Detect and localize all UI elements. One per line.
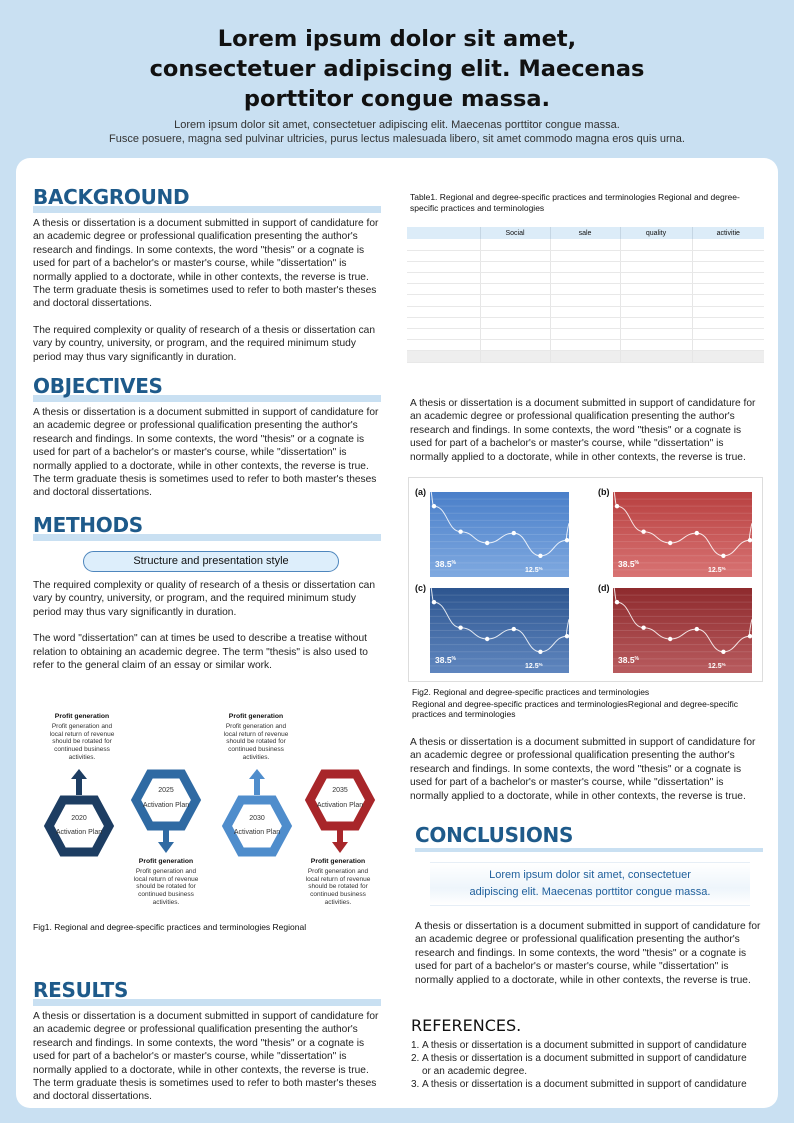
process-year-2030: 2030 (249, 815, 265, 822)
table-cell (692, 306, 764, 317)
table-cell (550, 250, 620, 261)
table-cell (620, 295, 692, 306)
table-cell (692, 239, 764, 250)
table-row (407, 284, 764, 295)
table-cell (692, 250, 764, 261)
data-point (641, 626, 645, 630)
background-paragraph-2: The required complexity or quality of research of a thesis or dissertation can vary by country, university, or program, and the required minimum study period may thus vary significantly in duration. (33, 324, 376, 363)
table-row (407, 351, 764, 362)
process-year-2020: 2020 (71, 815, 87, 822)
table-cell (620, 239, 692, 250)
data-point (721, 650, 725, 654)
process-step-2020 (49, 769, 109, 852)
mini-chart-1 (410, 487, 570, 582)
table-cell (480, 273, 550, 284)
data-point (485, 541, 489, 545)
table-cell (407, 273, 480, 284)
table-header-cell: Social (480, 227, 550, 239)
value-label-right: 12.5% (708, 566, 726, 574)
table-row (407, 250, 764, 261)
objectives-paragraph-1: A thesis or dissertation is a document submitted in support of candidature for an academic degree or professional qualification presenting the author's research and findings. In some contexts, the word "thesis" or a cognate is used for part of a bachelor's or master's course, while "dissertation" is normally applied to a doctorate, while in other contexts, the reverse is true. The term graduate thesis is sometimes used to refer to both master's theses and doctoral dissertations. (33, 407, 379, 499)
table-cell (620, 284, 692, 295)
table-cell (407, 250, 480, 261)
value-label-right: 12.5% (525, 566, 543, 574)
subtitle-line-2: Fusce posuere, magna sed pulvinar ultricies, purus lectus malesuada libero, sit amet commodo magna eros quis urna. (109, 133, 685, 145)
reference-item: 3. A thesis or dissertation is a document submitted in support of candidature (411, 1079, 747, 1090)
process-box-4-title: Profit generation (310, 858, 366, 865)
conclusions-text (415, 920, 763, 987)
mini-chart-label: (a) (415, 487, 426, 497)
mini-chart-label: (c) (415, 583, 426, 593)
data-point (432, 504, 436, 508)
reference-item: 2. A thesis or dissertation is a document submitted in support of candidature or an academic degree. (411, 1053, 747, 1077)
table-row (407, 329, 764, 340)
data-point (432, 600, 436, 604)
table-cell (692, 317, 764, 328)
mini-chart-2 (593, 487, 753, 582)
quote-line-1: Lorem ipsum dolor sit amet, consectetuer (489, 869, 691, 881)
table-cell (692, 295, 764, 306)
quote-line-2: adipiscing elit. Maecenas porttitor congue massa. (469, 886, 711, 898)
table-cell (407, 239, 480, 250)
data-point (748, 634, 752, 638)
table-cell (407, 284, 480, 295)
data-point (538, 650, 542, 654)
table-cell (550, 340, 620, 351)
right-text-2 (410, 736, 762, 803)
table-cell (692, 351, 764, 362)
table-cell (620, 329, 692, 340)
table-cell (480, 329, 550, 340)
data-point (565, 538, 569, 542)
value-label-left: 38.5% (435, 559, 456, 569)
table-cell (407, 295, 480, 306)
table-row (407, 317, 764, 328)
data-point (668, 637, 672, 641)
process-box-3 (220, 713, 292, 762)
process-year-2025: 2025 (158, 787, 174, 794)
table-row (407, 261, 764, 272)
table-cell (480, 295, 550, 306)
data-point (641, 530, 645, 534)
process-box-1 (46, 713, 118, 762)
mini-chart-plot (430, 588, 569, 673)
mini-chart-3 (410, 583, 570, 678)
objectives-heading-block (33, 373, 381, 403)
table-cell (480, 239, 550, 250)
background-heading: BACKGROUND (33, 185, 190, 209)
data-point (748, 538, 752, 542)
process-box-3-text: Profit generation and local return of revenue should be rotated for continued business activities. (223, 722, 289, 761)
table-cell (480, 351, 550, 362)
table-header-row (407, 227, 764, 239)
process-box-2 (130, 858, 202, 907)
table-cell (550, 284, 620, 295)
fig1-caption: Fig1. Regional and degree-specific practices and terminologies Regional (33, 922, 307, 932)
table-cell (407, 329, 480, 340)
table-cell (620, 273, 692, 284)
conclusions-heading: CONCLUSIONS (415, 823, 574, 847)
table-cell (550, 239, 620, 250)
table1-caption: Table1. Regional and degree-specific practices and terminologies Regional and degree-specific practices and terminologies (410, 192, 740, 213)
process-box-3-title: Profit generation (228, 713, 284, 720)
table-cell (550, 351, 620, 362)
reference-item: 1. A thesis or dissertation is a document submitted in support of candidature (411, 1040, 747, 1051)
table-cell (620, 306, 692, 317)
table-cell (550, 306, 620, 317)
methods-paragraph-1: The required complexity or quality of research of a thesis or dissertation can vary by country, university, or program, and the required minimum study period may thus vary significantly in duration. (33, 580, 376, 618)
table-cell (692, 284, 764, 295)
right-paragraph-2: A thesis or dissertation is a document submitted in support of candidature for an academic degree or professional qualification presenting the author's research and findings. In some contexts, the word "thesis" or a cognate is used for part of a bachelor's or master's course, while "dissertation" is normally applied to a doctorate, while in other contexts, the reverse is true. (410, 737, 756, 802)
poster-header (0, 24, 794, 146)
right-paragraph-1: A thesis or dissertation is a document submitted in support of candidature for an academic degree or professional qualification presenting the author's research and findings. In some contexts, the word "thesis" or a cognate is used for part of a bachelor's or master's course, while "dissertation" is normally applied to a doctorate, while in other contexts, the reverse is true. (410, 398, 756, 463)
table-cell (620, 317, 692, 328)
data-point (485, 637, 489, 641)
table-cell (480, 306, 550, 317)
process-box-4 (302, 858, 374, 907)
process-box-4-text: Profit generation and local return of revenue should be rotated for continued business activities. (305, 867, 371, 906)
mini-chart-label: (b) (598, 487, 610, 497)
process-plan-label-1: Activation Plan (55, 829, 103, 836)
table-row (407, 306, 764, 317)
fig2-caption-line-2: Regional and degree-specific practices and terminologiesRegional and degree-specific practices and terminologies (412, 698, 739, 719)
data-point (512, 531, 516, 535)
table-header-cell (407, 227, 480, 239)
results-text (33, 1010, 385, 1104)
table-cell (407, 340, 480, 351)
right-text-1 (410, 397, 762, 464)
fig2-caption (412, 687, 762, 720)
data-point (721, 554, 725, 558)
process-plan-label-4: Activation Plan (316, 802, 364, 809)
table-row (407, 295, 764, 306)
conclusions-paragraph-1: A thesis or dissertation is a document submitted in support of candidature for an academic degree or professional qualification presenting the author's research and findings. In some contexts, the word "thesis" or a cognate is used for part of a bachelor's or master's course, while "dissertation" is normally applied to a doctorate, while in other contexts, the reverse is true. (415, 921, 761, 986)
data-point (615, 504, 619, 508)
references-heading: REFERENCES. (411, 1016, 522, 1035)
table-cell (480, 340, 550, 351)
value-label-right: 12.5% (708, 662, 726, 670)
data-point (538, 554, 542, 558)
table-cell (407, 317, 480, 328)
table-header-cell: sale (550, 227, 620, 239)
methods-text (33, 579, 385, 672)
process-step-2025 (136, 774, 196, 853)
value-label-right: 12.5% (525, 662, 543, 670)
conclusions-heading-block (415, 822, 763, 852)
results-paragraph-1: A thesis or dissertation is a document submitted in support of candidature for an academic degree or professional qualification presenting the author's research and findings. In some contexts, the word "thesis" or a cognate is used for part of a bachelor's or master's course, while "dissertation" is normally applied to a doctorate, while in other contexts, the reverse is true. The term graduate thesis is sometimes used to refer to both master's theses and doctoral dissertations. (33, 1011, 379, 1103)
table-cell (550, 273, 620, 284)
background-paragraph-1: A thesis or dissertation is a document submitted in support of candidature for an academic degree or professional qualification presenting the author's research and findings. In some contexts, the word "thesis" or a cognate is used for part of a bachelor's or master's course, while "dissertation" is normally applied to a doctorate, while in other contexts, the reverse is true. The term graduate thesis is sometimes used to refer to both master's theses and doctoral dissertations. (33, 218, 379, 310)
background-heading-block (33, 184, 381, 214)
data-point (512, 627, 516, 631)
mini-chart-plot (613, 588, 752, 673)
value-label-left: 38.5% (618, 655, 639, 665)
data-point (565, 634, 569, 638)
poster-subtitle (0, 118, 794, 146)
table-cell (480, 317, 550, 328)
mini-chart-plot (613, 492, 752, 577)
table-cell (692, 340, 764, 351)
mini-chart-4 (593, 583, 753, 678)
process-box-1-text: Profit generation and local return of revenue should be rotated for continued business activities. (49, 722, 115, 761)
table-cell (550, 317, 620, 328)
table-cell (407, 261, 480, 272)
fig2-caption-line-1: Fig2. Regional and degree-specific practices and terminologies (412, 687, 650, 697)
table-cell (550, 329, 620, 340)
table-cell (692, 273, 764, 284)
results-heading: RESULTS (33, 978, 129, 1002)
table-cell (620, 261, 692, 272)
table-cell (480, 261, 550, 272)
table-cell (550, 261, 620, 272)
data-point (668, 541, 672, 545)
process-box-2-title: Profit generation (138, 858, 194, 865)
table-header-cell: quality (620, 227, 692, 239)
table-cell (692, 329, 764, 340)
table-row (407, 239, 764, 250)
process-box-2-text: Profit generation and local return of revenue should be rotated for continued business activities. (133, 867, 199, 906)
table-row (407, 340, 764, 351)
process-year-2035: 2035 (332, 787, 348, 794)
data-table (407, 227, 764, 389)
table-cell (407, 306, 480, 317)
objectives-heading: OBJECTIVES (33, 374, 163, 398)
data-point (458, 530, 462, 534)
methods-subtitle-pill: Structure and presentation style (83, 551, 339, 572)
mini-chart-label: (d) (598, 583, 610, 593)
table-cell (620, 340, 692, 351)
value-label-left: 38.5% (618, 559, 639, 569)
data-point (615, 600, 619, 604)
process-box-1-title: Profit generation (54, 713, 110, 720)
objectives-text (33, 406, 385, 500)
table-cell (620, 351, 692, 362)
data-point (458, 626, 462, 630)
table-row (407, 273, 764, 284)
poster-title: Lorem ipsum dolor sit amet, consectetuer adipiscing elit. Maecenas porttitor congue massa. (149, 26, 645, 112)
process-plan-label-2: Activation Plan (142, 802, 190, 809)
background-text (33, 217, 385, 364)
methods-paragraph-2: The word "dissertation" can at times be used to describe a treatise without relation to obtaining an academic degree. The term "thesis" is also used to refer to the general claim of an essay or similar work. (33, 633, 368, 672)
methods-heading-block (33, 512, 381, 542)
process-diagram (40, 765, 385, 860)
table-header-cell: activitie (692, 227, 764, 239)
value-label-left: 38.5% (435, 655, 456, 665)
conclusions-quote (430, 862, 750, 906)
results-heading-block (33, 977, 381, 1007)
table-cell (480, 250, 550, 261)
process-step-2030 (227, 769, 287, 852)
methods-heading: METHODS (33, 513, 143, 537)
data-point (695, 531, 699, 535)
table-cell (480, 284, 550, 295)
table-cell (620, 250, 692, 261)
process-step-2035 (310, 774, 370, 853)
subtitle-line-1: Lorem ipsum dolor sit amet, consectetuer adipiscing elit. Maecenas porttitor congue massa. (174, 119, 620, 131)
table-cell (407, 351, 480, 362)
mini-chart-plot (430, 492, 569, 577)
data-point (695, 627, 699, 631)
process-plan-label-3: Activation Plan (233, 829, 281, 836)
table-cell (692, 261, 764, 272)
table-cell (550, 295, 620, 306)
references-list (411, 1039, 751, 1091)
